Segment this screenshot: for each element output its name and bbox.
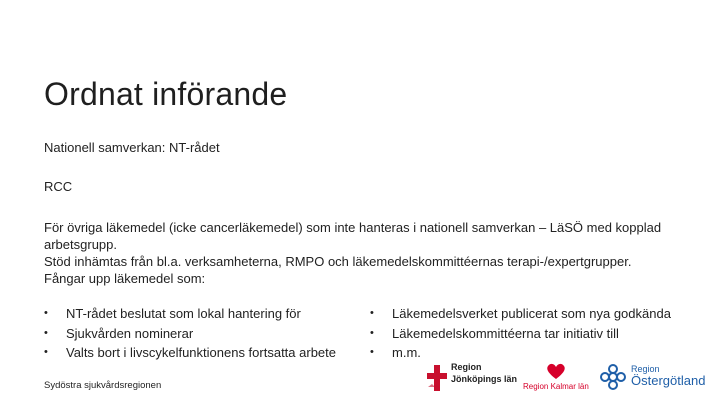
paragraph-line: För övriga läkemedel (icke cancerläkemedel) som inte hanteras i nationell samverkan – LäSÖ med kopplad arbetsgrupp. bbox=[44, 220, 662, 252]
bullet-item: • Läkemedelskommittéerna tar initiativ till bbox=[370, 324, 671, 344]
logo-text: Jönköpings län bbox=[451, 374, 518, 384]
paragraph-line: Fångar upp läkemedel som: bbox=[44, 271, 206, 286]
cross-heart-icon bbox=[425, 363, 449, 393]
region-kalmar-logo bbox=[520, 360, 600, 394]
bullet-item: • m.m. bbox=[370, 343, 671, 363]
paragraph-national: Nationell samverkan: NT-rådet bbox=[44, 140, 220, 155]
logo-text: Östergötland bbox=[631, 373, 706, 388]
paragraph-other-medicines bbox=[44, 219, 694, 287]
bullet-item: • Sjukvården nominerar bbox=[44, 324, 336, 344]
bullet-item: • Valts bort i livscykelfunktionens fortsatta arbete bbox=[44, 343, 336, 363]
logo-text: Region Kalmar län bbox=[523, 382, 589, 391]
bullet-item: • Läkemedelsverket publicerat som nya godkända bbox=[370, 304, 671, 324]
region-ostergotland-logo bbox=[597, 360, 717, 394]
footer-region-name: Sydöstra sjukvårdsregionen bbox=[44, 380, 162, 391]
bullet-list-right bbox=[370, 304, 671, 363]
heart-icon bbox=[546, 362, 566, 380]
bullet-list-left bbox=[44, 304, 336, 363]
flower-emblem-icon bbox=[599, 363, 627, 391]
logo-text: Region bbox=[451, 362, 482, 372]
paragraph-rcc: RCC bbox=[44, 179, 73, 194]
region-jonkoping-logo bbox=[425, 360, 518, 394]
paragraph-line: Stöd inhämtas från bl.a. verksamheterna, RMPO och läkemedelskommittéernas terapi-/expertgrupper. bbox=[44, 254, 632, 269]
slide-title: Ordnat införande bbox=[44, 76, 288, 112]
logo-text: Region bbox=[631, 364, 660, 374]
bullet-item: • NT-rådet beslutat som lokal hantering för bbox=[44, 304, 336, 324]
